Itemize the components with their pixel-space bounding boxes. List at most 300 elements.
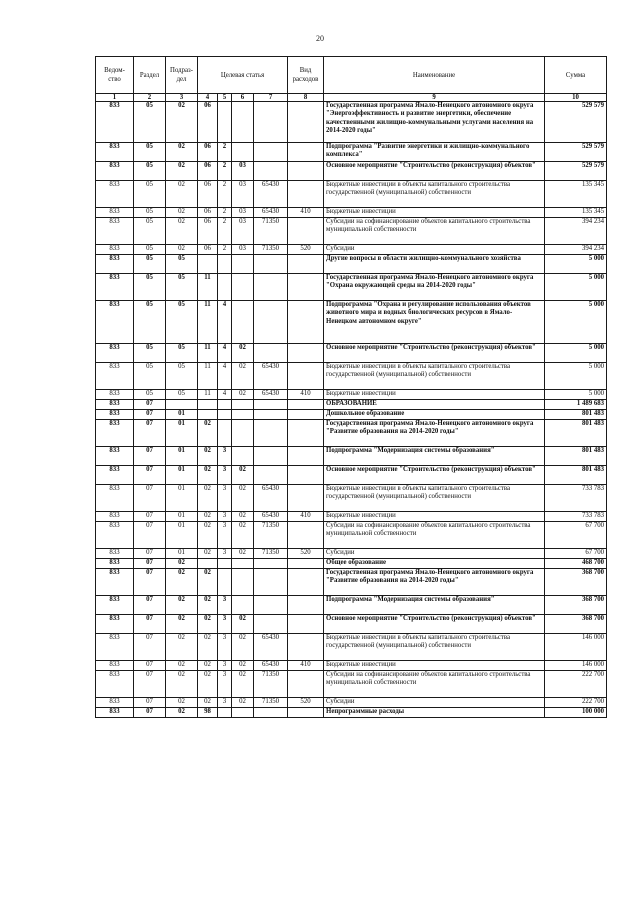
direction-code [254, 615, 288, 634]
subprogram-code: 3 [218, 596, 232, 615]
event-code [232, 420, 254, 447]
program-code: 02 [198, 634, 218, 661]
expense-type-code [288, 143, 324, 162]
subprogram-code: 2 [218, 162, 232, 181]
razdel-code: 05 [134, 301, 166, 344]
ved-code: 833 [96, 661, 134, 671]
ved-code: 833 [96, 344, 134, 363]
expense-type-code: 520 [288, 245, 324, 255]
item-name: Государственная программа Ямало-Ненецкого автономного округа "Энергоэффективность и развитие энергетики, обеспечение качественными жилищно-коммунальными услугами населения на 2014-2020 годы" [324, 102, 545, 143]
table-row [96, 634, 607, 661]
item-sum: 368 700 [545, 569, 607, 596]
subprogram-code: 3 [218, 661, 232, 671]
item-name: Бюджетные инвестиции в объекты капитального строительства государственной (муниципальной) собственности [324, 363, 545, 390]
podrazdel-code: 01 [166, 512, 198, 522]
expense-type-code [288, 255, 324, 274]
table-row [96, 615, 607, 634]
item-name: Подпрограмма "Модернизация системы образования" [324, 447, 545, 466]
item-sum: 222 700 [545, 671, 607, 698]
expense-type-code: 410 [288, 512, 324, 522]
table-row [96, 218, 607, 245]
expense-type-code [288, 274, 324, 301]
expense-type-code [288, 344, 324, 363]
expense-type-code [288, 708, 324, 718]
item-name: Субсидии [324, 245, 545, 255]
event-code: 02 [232, 512, 254, 522]
subprogram-code [218, 708, 232, 718]
item-name: Субсидии на софинансирование объектов капитального строительства муниципальной собственности [324, 671, 545, 698]
header-podrazdel: Подраз-дел [166, 57, 198, 94]
item-sum: 529 579 [545, 102, 607, 143]
podrazdel-code: 02 [166, 615, 198, 634]
subprogram-code: 3 [218, 549, 232, 559]
direction-code [254, 143, 288, 162]
ved-code: 833 [96, 181, 134, 208]
ved-code: 833 [96, 390, 134, 400]
item-name: Субсидии на софинансирование объектов капитального строительства муниципальной собственности [324, 522, 545, 549]
expense-type-code: 410 [288, 390, 324, 400]
item-sum: 801 483 [545, 420, 607, 447]
item-name: Государственная программа Ямало-Ненецкого автономного округа "Охрана окружающей среды на 2014-2020 годы" [324, 274, 545, 301]
item-sum: 1 489 683 [545, 400, 607, 410]
item-sum: 5 000 [545, 301, 607, 344]
direction-code: 71350 [254, 218, 288, 245]
table-row [96, 143, 607, 162]
expense-type-code [288, 420, 324, 447]
program-code: 11 [198, 390, 218, 400]
direction-code [254, 162, 288, 181]
event-code: 02 [232, 615, 254, 634]
table-row [96, 363, 607, 390]
direction-code [254, 102, 288, 143]
event-code: 02 [232, 466, 254, 485]
item-name: Субсидии [324, 698, 545, 708]
razdel-code: 07 [134, 466, 166, 485]
subprogram-code [218, 420, 232, 447]
item-name: Бюджетные инвестиции в объекты капитального строительства государственной (муниципальной) собственности [324, 485, 545, 512]
item-name: Подпрограмма "Модернизация системы образования" [324, 596, 545, 615]
program-code: 02 [198, 569, 218, 596]
razdel-code: 05 [134, 390, 166, 400]
event-code [232, 102, 254, 143]
ved-code: 833 [96, 255, 134, 274]
item-name: Государственная программа Ямало-Ненецкого автономного округа "Развитие образования на 2014-2020 годы" [324, 420, 545, 447]
item-name: Дошкольное образование [324, 410, 545, 420]
table-row [96, 410, 607, 420]
item-sum: 529 579 [545, 143, 607, 162]
item-sum: 468 700 [545, 559, 607, 569]
event-code: 02 [232, 363, 254, 390]
razdel-code: 05 [134, 245, 166, 255]
ved-code: 833 [96, 143, 134, 162]
podrazdel-code: 02 [166, 708, 198, 718]
program-code [198, 400, 218, 410]
event-code: 03 [232, 218, 254, 245]
razdel-code: 07 [134, 671, 166, 698]
subprogram-code: 3 [218, 447, 232, 466]
ved-code: 833 [96, 522, 134, 549]
item-name: Бюджетные инвестиции [324, 208, 545, 218]
ved-code: 833 [96, 569, 134, 596]
program-code: 02 [198, 615, 218, 634]
item-sum: 394 234 [545, 245, 607, 255]
event-code [232, 301, 254, 344]
subprogram-code: 4 [218, 344, 232, 363]
subprogram-code [218, 400, 232, 410]
table-row [96, 447, 607, 466]
expense-type-code [288, 522, 324, 549]
column-number: 9 [324, 94, 545, 102]
table-row [96, 708, 607, 718]
event-code [232, 559, 254, 569]
program-code: 02 [198, 522, 218, 549]
direction-code: 71350 [254, 522, 288, 549]
program-code: 02 [198, 447, 218, 466]
item-name: Подпрограмма "Развитие энергетики и жилищно-коммунального комплекса" [324, 143, 545, 162]
podrazdel-code: 02 [166, 661, 198, 671]
expense-type-code: 520 [288, 698, 324, 708]
item-sum: 5 000 [545, 390, 607, 400]
ved-code: 833 [96, 596, 134, 615]
subprogram-code [218, 559, 232, 569]
podrazdel-code: 02 [166, 162, 198, 181]
item-name: Бюджетные инвестиции [324, 512, 545, 522]
event-code [232, 410, 254, 420]
direction-code: 65430 [254, 485, 288, 512]
podrazdel-code: 05 [166, 363, 198, 390]
item-name: Непрограммные расходы [324, 708, 545, 718]
item-sum: 135 345 [545, 181, 607, 208]
event-code [232, 400, 254, 410]
ved-code: 833 [96, 447, 134, 466]
ved-code: 833 [96, 420, 134, 447]
item-name: Бюджетные инвестиции [324, 661, 545, 671]
item-name: Субсидии [324, 549, 545, 559]
subprogram-code: 3 [218, 466, 232, 485]
podrazdel-code: 02 [166, 208, 198, 218]
razdel-code: 07 [134, 615, 166, 634]
ved-code: 833 [96, 274, 134, 301]
column-number: 7 [254, 94, 288, 102]
ved-code: 833 [96, 218, 134, 245]
direction-code [254, 400, 288, 410]
program-code: 06 [198, 102, 218, 143]
razdel-code: 07 [134, 569, 166, 596]
column-number: 1 [96, 94, 134, 102]
event-code: 03 [232, 245, 254, 255]
direction-code [254, 410, 288, 420]
event-code [232, 569, 254, 596]
event-code: 02 [232, 485, 254, 512]
column-number: 10 [545, 94, 607, 102]
table-row [96, 400, 607, 410]
header-name: Наименование [324, 57, 545, 94]
podrazdel-code: 02 [166, 143, 198, 162]
item-name: Субсидии на софинансирование объектов капитального строительства муниципальной собственности [324, 218, 545, 245]
direction-code: 71350 [254, 245, 288, 255]
direction-code: 65430 [254, 512, 288, 522]
subprogram-code: 2 [218, 245, 232, 255]
item-name: ОБРАЗОВАНИЕ [324, 400, 545, 410]
razdel-code: 07 [134, 447, 166, 466]
razdel-code: 05 [134, 162, 166, 181]
expense-type-code [288, 447, 324, 466]
podrazdel-code: 01 [166, 466, 198, 485]
subprogram-code: 3 [218, 634, 232, 661]
header-row [96, 57, 607, 94]
ved-code: 833 [96, 245, 134, 255]
program-code: 06 [198, 143, 218, 162]
ved-code: 833 [96, 671, 134, 698]
item-sum: 801 483 [545, 410, 607, 420]
item-sum: 368 700 [545, 596, 607, 615]
expense-type-code [288, 218, 324, 245]
razdel-code: 05 [134, 143, 166, 162]
table-row [96, 255, 607, 274]
podrazdel-code: 05 [166, 344, 198, 363]
table-row [96, 522, 607, 549]
program-code: 11 [198, 344, 218, 363]
expense-type-code [288, 410, 324, 420]
item-sum: 67 700 [545, 522, 607, 549]
direction-code [254, 274, 288, 301]
podrazdel-code: 01 [166, 522, 198, 549]
subprogram-code: 2 [218, 218, 232, 245]
razdel-code: 05 [134, 274, 166, 301]
direction-code: 71350 [254, 549, 288, 559]
razdel-code: 07 [134, 559, 166, 569]
program-code: 02 [198, 466, 218, 485]
column-number: 5 [218, 94, 232, 102]
event-code: 03 [232, 181, 254, 208]
item-sum: 5 000 [545, 363, 607, 390]
ved-code: 833 [96, 708, 134, 718]
razdel-code: 05 [134, 255, 166, 274]
item-sum: 368 700 [545, 615, 607, 634]
expense-type-code [288, 301, 324, 344]
item-name: Бюджетные инвестиции в объекты капитального строительства государственной (муниципальной) собственности [324, 634, 545, 661]
table-row [96, 698, 607, 708]
subprogram-code: 3 [218, 522, 232, 549]
expense-type-code [288, 671, 324, 698]
ved-code: 833 [96, 301, 134, 344]
header-ved: Ведом-ство [96, 57, 134, 94]
ved-code: 833 [96, 363, 134, 390]
podrazdel-code: 01 [166, 420, 198, 447]
subprogram-code [218, 274, 232, 301]
direction-code: 65430 [254, 208, 288, 218]
podrazdel-code: 02 [166, 698, 198, 708]
item-name: Основное мероприятие "Строительство (реконструкция) объектов" [324, 615, 545, 634]
item-sum: 146 000 [545, 634, 607, 661]
direction-code: 65430 [254, 390, 288, 400]
table-row [96, 245, 607, 255]
column-number: 3 [166, 94, 198, 102]
razdel-code: 07 [134, 549, 166, 559]
event-code: 02 [232, 661, 254, 671]
ved-code: 833 [96, 208, 134, 218]
razdel-code: 05 [134, 102, 166, 143]
ved-code: 833 [96, 485, 134, 512]
subprogram-code: 3 [218, 485, 232, 512]
event-code: 03 [232, 162, 254, 181]
expense-type-code [288, 615, 324, 634]
ved-code: 833 [96, 549, 134, 559]
razdel-code: 07 [134, 522, 166, 549]
event-code [232, 255, 254, 274]
event-code [232, 596, 254, 615]
table-row [96, 102, 607, 143]
razdel-code: 07 [134, 400, 166, 410]
razdel-code: 05 [134, 181, 166, 208]
item-sum: 733 783 [545, 485, 607, 512]
table-row [96, 420, 607, 447]
item-name: Основное мероприятие "Строительство (реконструкция) объектов" [324, 344, 545, 363]
podrazdel-code: 05 [166, 255, 198, 274]
item-sum: 146 000 [545, 661, 607, 671]
column-number-row [96, 94, 607, 102]
page-number: 20 [316, 34, 324, 43]
subprogram-code: 3 [218, 512, 232, 522]
program-code [198, 559, 218, 569]
razdel-code: 07 [134, 420, 166, 447]
column-number: 4 [198, 94, 218, 102]
razdel-code: 07 [134, 485, 166, 512]
program-code [198, 255, 218, 274]
razdel-code: 07 [134, 708, 166, 718]
direction-code: 65430 [254, 181, 288, 208]
event-code [232, 708, 254, 718]
item-sum: 5 000 [545, 274, 607, 301]
program-code: 06 [198, 181, 218, 208]
program-code: 02 [198, 596, 218, 615]
table-row [96, 208, 607, 218]
expense-type-code: 410 [288, 661, 324, 671]
item-name: Бюджетные инвестиции в объекты капитального строительства государственной (муниципальной) собственности [324, 181, 545, 208]
razdel-code: 07 [134, 634, 166, 661]
direction-code [254, 344, 288, 363]
direction-code [254, 466, 288, 485]
table-row [96, 301, 607, 344]
direction-code [254, 569, 288, 596]
direction-code [254, 596, 288, 615]
podrazdel-code: 05 [166, 274, 198, 301]
header-razdel: Раздел [134, 57, 166, 94]
column-number: 8 [288, 94, 324, 102]
item-name: Основное мероприятие "Строительство (реконструкция) объектов" [324, 162, 545, 181]
event-code: 02 [232, 634, 254, 661]
event-code [232, 143, 254, 162]
razdel-code: 05 [134, 218, 166, 245]
item-sum: 801 483 [545, 447, 607, 466]
ved-code: 833 [96, 512, 134, 522]
podrazdel-code: 01 [166, 447, 198, 466]
expense-type-code: 520 [288, 549, 324, 559]
razdel-code: 07 [134, 661, 166, 671]
subprogram-code: 3 [218, 698, 232, 708]
column-number: 6 [232, 94, 254, 102]
subprogram-code: 2 [218, 208, 232, 218]
program-code: 06 [198, 208, 218, 218]
expense-type-code [288, 559, 324, 569]
table-row [96, 485, 607, 512]
event-code: 03 [232, 208, 254, 218]
subprogram-code [218, 569, 232, 596]
header-sum: Сумма [545, 57, 607, 94]
column-number: 2 [134, 94, 166, 102]
program-code: 06 [198, 245, 218, 255]
table-row [96, 661, 607, 671]
podrazdel-code: 02 [166, 181, 198, 208]
expense-type-code [288, 596, 324, 615]
program-code: 02 [198, 485, 218, 512]
podrazdel-code: 01 [166, 549, 198, 559]
podrazdel-code: 02 [166, 671, 198, 698]
table-row [96, 549, 607, 559]
direction-code [254, 255, 288, 274]
direction-code: 71350 [254, 698, 288, 708]
event-code: 02 [232, 344, 254, 363]
program-code: 98 [198, 708, 218, 718]
event-code: 02 [232, 549, 254, 559]
subprogram-code: 4 [218, 301, 232, 344]
ved-code: 833 [96, 400, 134, 410]
table-row [96, 569, 607, 596]
subprogram-code: 4 [218, 363, 232, 390]
program-code: 11 [198, 274, 218, 301]
item-sum: 5 000 [545, 344, 607, 363]
header-expense-type: Вид расходов [288, 57, 324, 94]
program-code: 02 [198, 549, 218, 559]
program-code: 02 [198, 698, 218, 708]
item-sum: 100 000 [545, 708, 607, 718]
direction-code [254, 420, 288, 447]
direction-code: 65430 [254, 363, 288, 390]
item-name: Подпрограмма "Охрана и регулирование использования объектов животного мира и водных биологических ресурсов в Ямало-Ненецком автономном округе" [324, 301, 545, 344]
podrazdel-code: 02 [166, 245, 198, 255]
table-row [96, 162, 607, 181]
subprogram-code [218, 410, 232, 420]
expense-type-code [288, 485, 324, 512]
event-code [232, 274, 254, 301]
ved-code: 833 [96, 410, 134, 420]
event-code: 02 [232, 698, 254, 708]
razdel-code: 07 [134, 512, 166, 522]
program-code: 11 [198, 301, 218, 344]
direction-code [254, 708, 288, 718]
table-row [96, 274, 607, 301]
event-code [232, 447, 254, 466]
podrazdel-code: 01 [166, 410, 198, 420]
program-code: 02 [198, 661, 218, 671]
event-code: 02 [232, 671, 254, 698]
razdel-code: 05 [134, 344, 166, 363]
item-sum: 529 579 [545, 162, 607, 181]
event-code: 02 [232, 522, 254, 549]
expense-type-code: 410 [288, 208, 324, 218]
direction-code: 71350 [254, 671, 288, 698]
razdel-code: 07 [134, 698, 166, 708]
table-row [96, 466, 607, 485]
ved-code: 833 [96, 634, 134, 661]
program-code [198, 410, 218, 420]
expense-type-code [288, 569, 324, 596]
program-code: 11 [198, 363, 218, 390]
item-name: Общее образование [324, 559, 545, 569]
podrazdel-code: 02 [166, 634, 198, 661]
table-row [96, 181, 607, 208]
program-code: 02 [198, 512, 218, 522]
